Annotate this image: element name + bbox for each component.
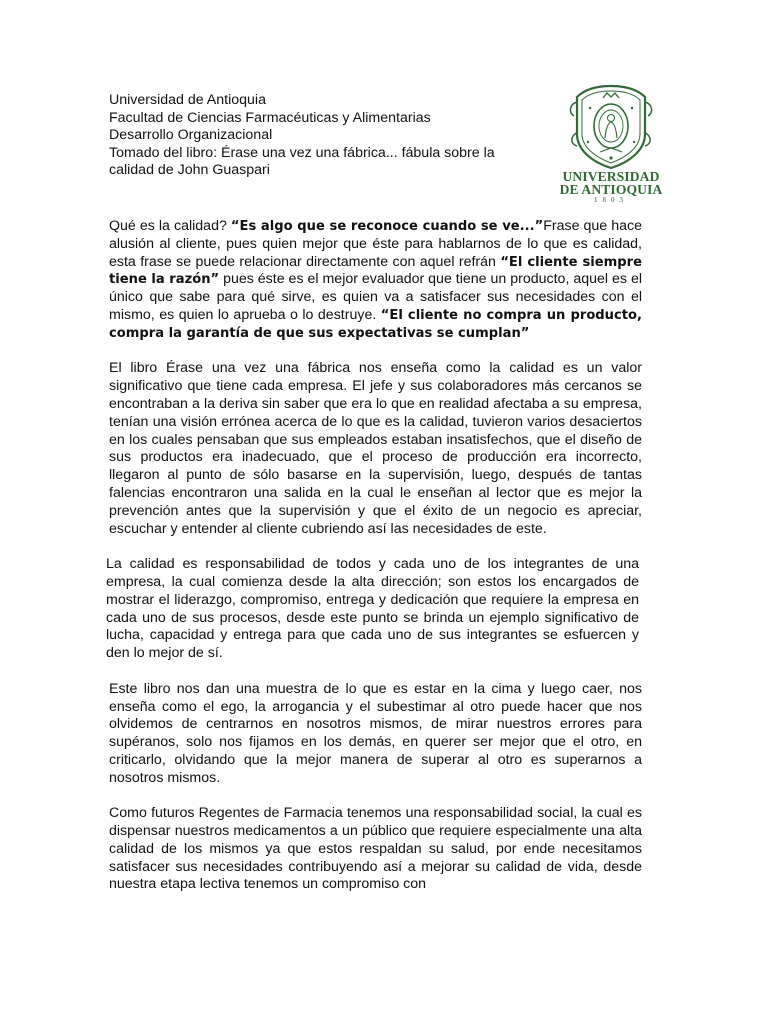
paragraph-1-text-2: Frase que hace alusión al cliente, pues quien mejor que éste para hablarnos de lo que es calidad, esta frase se puede relacionar directamente con aquel refrán [109,218,642,270]
paragraph-1 [109,218,642,343]
university-seal-icon [550,82,672,170]
header-source-line-2: calidad de John Guaspari [109,162,270,179]
university-logo [550,82,672,210]
logo-year: 1803 [594,196,628,204]
header-university: Universidad de Antioquia [109,92,266,108]
paragraph-3: La calidad es responsabilidad de todos y cada uno de los integrantes de una empresa, la cual comienza desde la alta dirección; son estos los encargados de mostrar el liderazgo, compromiso, entrega y dedicación que requiere la empresa en cada uno de sus procesos, desde este punto se brinda un ejemplo significativo de lucha, capacidad y entrega para que cada uno de sus integrantes se esfuercen y den lo mejor de sí. [106,556,639,662]
logo-name-line-2: DE ANTIOQUIA [559,182,663,197]
paragraph-1-bold-quote-1: “Es algo que se reconoce cuando se ve...” [230,219,544,234]
logo-name-line-1: UNIVERSIDAD [562,169,660,184]
document-body [106,218,642,912]
paragraph-2: El libro Érase una vez una fábrica nos enseña como la calidad es un valor significativo que tiene cada empresa. El jefe y sus colaboradores más cercanos se encontraban a la deriva sin saber que era lo que en realidad afectaba a su empresa, tenían una visión errónea acerca de lo que es la calidad, tuvieron varios desaciertos en los cuales pensaban que sus empleados estaban insatisfechos, que el diseño de sus productos era inadecuado, que el proceso de producción era incorrecto, llegaron al punto de sólo basarse en la supervisión, luego, después de tantas falencias encontraron una salida en la cual le enseñan al lector que es mejor la prevención antes que la supervisión y que el éxito de un negocio es apreciar, escuchar y entender al cliente cubriendo así las necesidades de este. [109,360,642,537]
paragraph-1-text-1: Qué es la calidad? [109,218,231,234]
document-header [109,92,539,180]
paragraph-5: Como futuros Regentes de Farmacia tenemos una responsabilidad social, la cual es dispensar nuestros medicamentos a un público que requiere especialmente una alta calidad de los mismos ya que estos respaldan su salud, por ende necesitamos satisfacer sus necesidades contribuyendo así a mejorar su calidad de vida, desde nuestra etapa lectiva tenemos un compromiso con [109,805,642,893]
header-course: Desarrollo Organizacional [109,127,273,144]
header-faculty: Facultad de Ciencias Farmacéuticas y Alimentarias [109,109,431,126]
paragraph-1-bold-quote-3: “El cliente no compra un producto, compra la garantía de que sus expectativas se cumplan” [109,307,642,341]
paragraph-1-bold-quote-2: “El cliente siempre tiene la razón” [109,254,642,288]
paragraph-1-text-3: pues éste es el mejor evaluador que tiene un producto, aquel es el único que sabe para qué sirve, es quien va a satisfacer sus necesidades con el mismo, es quien lo aprueba o lo destruye. [109,271,642,323]
header-source-line-1: Tomado del libro: Érase una vez una fábrica... fábula sobre la [109,144,495,161]
paragraph-4: Este libro nos dan una muestra de lo que es estar en la cima y luego caer, nos enseña como el ego, la arrogancia y el subestimar al otro puede hacer que nos olvidemos de centrarnos en nosotros mismos, de mirar nuestros errores para supéranos, solo nos fijamos en los demás, en querer ser mejor que el otro, en criticarlo, olvidando que la mejor manera de superar al otro es superarnos a nosotros mismos. [109,680,642,786]
